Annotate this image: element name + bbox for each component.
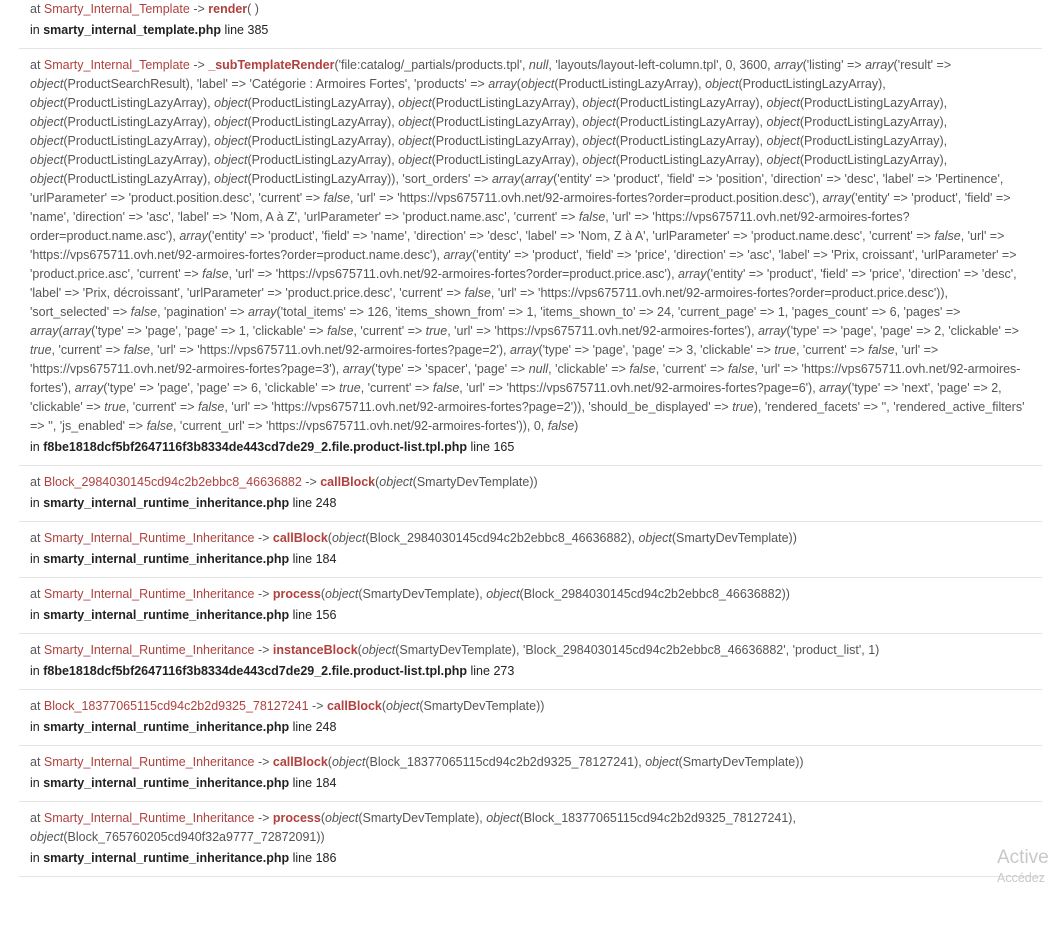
arg-text: ('entity' => 'product', 'field' => 'position', 'direction' => 'desc', 'label' => 'Pertinence', 'urlParameter' => 'product.position.desc', 'current' => bbox=[30, 172, 1004, 205]
arg-type-keyword: false bbox=[432, 381, 460, 395]
arg-text: ('total_items' => 126, 'items_shown_from' => 1, 'items_shown_to' => 24, 'current_page' => 1, 'pages_count' => 6, 'pages' => bbox=[276, 305, 961, 319]
class-name[interactable]: Smarty_Internal_Template bbox=[43, 58, 190, 72]
trace-frame bbox=[19, 0, 1042, 49]
arg-text: (Block_2984030145cd94c2b2ebbc8_46636882), bbox=[365, 531, 639, 545]
arg-type-keyword: object bbox=[766, 134, 800, 148]
arg-text: , 'url' => 'https://vps675711.ovh.net/92-armoires-fortes?page=2')), 'should_be_displayed' => bbox=[224, 400, 733, 414]
in-label: in bbox=[30, 608, 40, 622]
class-name[interactable]: Smarty_Internal_Runtime_Inheritance bbox=[43, 811, 255, 825]
arg-type-keyword: false bbox=[464, 286, 491, 300]
arg-text: ('type' => 'page', 'page' => 6, 'clickable' => bbox=[103, 381, 340, 395]
line-number: 248 bbox=[315, 720, 337, 734]
at-label: at bbox=[30, 699, 41, 713]
arg-text: (ProductListingLazyArray), bbox=[431, 134, 583, 148]
frame-location bbox=[30, 21, 1030, 40]
arg-type-keyword: object bbox=[582, 153, 616, 167]
arg-type-keyword: array bbox=[74, 381, 104, 395]
function-arguments bbox=[358, 643, 880, 657]
arg-type-keyword: false bbox=[868, 343, 895, 357]
arg-text: ( bbox=[520, 172, 525, 186]
arg-type-keyword: object bbox=[766, 96, 800, 110]
in-label: in bbox=[30, 440, 40, 454]
arg-type-keyword: object bbox=[30, 153, 64, 167]
frame-call bbox=[30, 809, 1030, 847]
arg-text: ( bbox=[320, 811, 326, 825]
arg-type-keyword: object bbox=[331, 755, 366, 769]
arg-type-keyword: object bbox=[638, 531, 672, 545]
arg-type-keyword: object bbox=[582, 115, 616, 129]
arg-text: ('result' => bbox=[893, 58, 952, 72]
arg-type-keyword: object bbox=[30, 172, 64, 186]
in-label: in bbox=[30, 23, 40, 37]
arg-text: , 'url' => 'https://vps675711.ovh.net/92-armoires-fortes?page=6'), bbox=[459, 381, 820, 395]
arg-text: (ProductListingLazyArray), bbox=[431, 115, 583, 129]
arg-type-keyword: array bbox=[342, 362, 372, 376]
arg-text: ( bbox=[516, 77, 521, 91]
arg-text: (ProductListingLazyArray), bbox=[799, 153, 948, 167]
arg-text: ('type' => 'next', 'page' => 2, 'clickable' => bbox=[30, 381, 1002, 414]
line-number: 385 bbox=[247, 23, 269, 37]
windows-activation-watermark bbox=[997, 846, 1049, 886]
arrow-operator: -> bbox=[257, 643, 270, 657]
arg-text: ( bbox=[58, 324, 63, 338]
arg-text: (SmartyDevTemplate)) bbox=[419, 699, 545, 713]
in-label: in bbox=[30, 664, 40, 678]
arg-text: (SmartyDevTemplate)) bbox=[678, 755, 804, 769]
arg-text: , 'current' => bbox=[655, 362, 728, 376]
class-name[interactable]: Smarty_Internal_Runtime_Inheritance bbox=[43, 587, 255, 601]
arrow-operator: -> bbox=[257, 755, 270, 769]
frame-call bbox=[30, 529, 1030, 548]
arg-text: (Block_18377065115cd94c2b2d9325_78127241), bbox=[365, 755, 646, 769]
arg-type-keyword: false bbox=[146, 419, 173, 433]
trace-frame bbox=[19, 802, 1042, 877]
arg-text: (ProductListingLazyArray)), 'sort_orders' => bbox=[247, 172, 492, 186]
trace-frame bbox=[19, 578, 1042, 634]
arg-type-keyword: object bbox=[361, 643, 396, 657]
arg-type-keyword: array bbox=[758, 324, 787, 338]
arg-type-keyword: array bbox=[774, 58, 803, 72]
arg-text: (SmartyDevTemplate)) bbox=[671, 531, 797, 545]
arg-text: ( bbox=[320, 587, 326, 601]
arg-type-keyword: false bbox=[202, 267, 229, 281]
arg-text: (SmartyDevTemplate)) bbox=[412, 475, 538, 489]
arg-text: (ProductListingLazyArray), bbox=[431, 96, 583, 110]
file-name: f8be1818dcf5bf2647116f3b8334de443cd7de29_2.file.product-list.tpl.php bbox=[43, 440, 468, 454]
arg-text: ('listing' => bbox=[802, 58, 866, 72]
class-name[interactable]: Block_2984030145cd94c2b2ebbc8_46636882 bbox=[43, 475, 302, 489]
frame-call bbox=[30, 641, 1030, 660]
arrow-operator: -> bbox=[312, 699, 324, 713]
line-label: line bbox=[470, 440, 490, 454]
arg-type-keyword: false bbox=[123, 343, 151, 357]
arg-type-keyword: array bbox=[30, 324, 59, 338]
at-label: at bbox=[30, 587, 41, 601]
at-label: at bbox=[30, 755, 41, 769]
line-label: line bbox=[224, 23, 245, 37]
frame-location bbox=[30, 662, 1030, 681]
file-name: f8be1818dcf5bf2647116f3b8334de443cd7de29_2.file.product-list.tpl.php bbox=[43, 664, 468, 678]
file-name: smarty_internal_runtime_inheritance.php bbox=[43, 851, 290, 865]
arg-type-keyword: object bbox=[214, 134, 248, 148]
trace-frame bbox=[19, 466, 1042, 522]
in-label: in bbox=[30, 552, 40, 566]
arg-text: , 'current' => bbox=[125, 400, 198, 414]
arg-type-keyword: null bbox=[528, 362, 549, 376]
at-label: at bbox=[30, 2, 41, 16]
arrow-operator: -> bbox=[257, 587, 270, 601]
arg-type-keyword: false bbox=[727, 362, 755, 376]
arg-text: ('entity' => 'product', 'field' => 'name', 'direction' => 'desc', 'label' => 'Nom, Z à A', 'urlParameter' => 'product.name.desc', 'current' => bbox=[207, 229, 935, 243]
arg-type-keyword: object bbox=[486, 587, 520, 601]
function-arguments bbox=[30, 58, 1024, 433]
arrow-operator: -> bbox=[193, 2, 205, 16]
class-name[interactable]: Block_18377065115cd94c2b2d9325_78127241 bbox=[43, 699, 309, 713]
arg-text: ( bbox=[327, 531, 332, 545]
arrow-operator: -> bbox=[257, 531, 270, 545]
arg-type-keyword: array bbox=[248, 305, 277, 319]
arg-text: (ProductListingLazyArray), bbox=[63, 153, 215, 167]
line-label: line bbox=[292, 608, 313, 622]
function-arguments bbox=[328, 531, 797, 545]
class-name[interactable]: Smarty_Internal_Runtime_Inheritance bbox=[43, 643, 255, 657]
arg-text: , 'url' => 'https://vps675711.ovh.net/92-armoires-fortes?order=product.name.desc'), bbox=[30, 229, 1005, 262]
arg-text: ( ) bbox=[247, 2, 259, 16]
frame-location bbox=[30, 494, 1030, 513]
arg-type-keyword: object bbox=[766, 115, 800, 129]
in-label: in bbox=[30, 720, 40, 734]
arg-text: ('type' => 'page', 'page' => 3, 'clickable' => bbox=[538, 343, 775, 357]
arg-type-keyword: false bbox=[327, 324, 354, 338]
frame-call bbox=[30, 697, 1030, 716]
arg-text: (ProductListingLazyArray), bbox=[63, 115, 215, 129]
at-label: at bbox=[30, 811, 41, 825]
arg-text: ) bbox=[574, 419, 579, 433]
arg-type-keyword: array bbox=[510, 343, 539, 357]
line-label: line bbox=[292, 552, 313, 566]
arrow-operator: -> bbox=[305, 475, 317, 489]
arg-type-keyword: object bbox=[386, 699, 420, 713]
arg-text: (ProductListingLazyArray), bbox=[247, 96, 399, 110]
line-number: 184 bbox=[315, 552, 337, 566]
arg-type-keyword: true bbox=[339, 381, 361, 395]
frame-location bbox=[30, 849, 1030, 868]
arg-text: (ProductListingLazyArray), bbox=[554, 77, 706, 91]
arg-type-keyword: true bbox=[774, 343, 796, 357]
arg-text: ('entity' => 'product', 'field' => 'price', 'direction' => 'asc', 'label' => 'Prix, croissant', 'urlParameter' => 'product.price.asc', 'current' => bbox=[30, 248, 1017, 281]
arg-type-keyword: array bbox=[819, 381, 848, 395]
arg-type-keyword: object bbox=[30, 115, 64, 129]
arg-type-keyword: object bbox=[398, 115, 432, 129]
arg-text: ( bbox=[381, 699, 387, 713]
arg-type-keyword: object bbox=[325, 811, 359, 825]
arg-text: , 'current' => bbox=[353, 324, 426, 338]
function-name: render bbox=[208, 2, 248, 16]
arg-text: , 'current' => bbox=[360, 381, 433, 395]
function-arguments bbox=[375, 475, 538, 489]
arg-text: , 'url' => 'https://vps675711.ovh.net/92-armoires-fortes?page=2'), bbox=[150, 343, 510, 357]
arg-text: (Block_765760205cd940f32a9777_72872091)) bbox=[63, 830, 325, 844]
arg-type-keyword: array bbox=[488, 77, 517, 91]
arg-text: (SmartyDevTemplate), bbox=[358, 587, 487, 601]
frame-location bbox=[30, 774, 1030, 793]
arg-type-keyword: object bbox=[486, 811, 520, 825]
arg-text: (ProductListingLazyArray), bbox=[799, 115, 948, 129]
arg-text: ('entity' => 'product', 'field' => 'price', 'direction' => 'desc', 'label' => 'Prix, décroissant', 'urlParameter' => 'product.price.desc', 'current' => bbox=[30, 267, 1017, 300]
line-number: 156 bbox=[315, 608, 337, 622]
function-name: callBlock bbox=[272, 755, 328, 769]
line-label: line bbox=[470, 664, 490, 678]
class-name[interactable]: Smarty_Internal_Template bbox=[43, 2, 190, 16]
arg-type-keyword: array bbox=[491, 172, 521, 186]
arg-type-keyword: array bbox=[678, 267, 707, 281]
arg-type-keyword: array bbox=[524, 172, 554, 186]
function-arguments bbox=[382, 699, 545, 713]
arg-type-keyword: false bbox=[323, 191, 351, 205]
file-name: smarty_internal_runtime_inheritance.php bbox=[43, 776, 290, 790]
arg-text: ), 'rendered_facets' => '', 'rendered_active_filters' => '', 'js_enabled' => bbox=[30, 400, 1025, 433]
frame-location bbox=[30, 718, 1030, 737]
frame-call bbox=[30, 753, 1030, 772]
arrow-operator: -> bbox=[257, 811, 270, 825]
function-name: callBlock bbox=[326, 699, 382, 713]
trace-frame bbox=[19, 634, 1042, 690]
file-name: smarty_internal_runtime_inheritance.php bbox=[43, 496, 290, 510]
arg-text: (ProductListingLazyArray), bbox=[247, 115, 399, 129]
line-label: line bbox=[292, 776, 313, 790]
arg-text: ('file:catalog/_partials/products.tpl', bbox=[334, 58, 529, 72]
arg-text: (ProductListingLazyArray), bbox=[247, 153, 399, 167]
arg-type-keyword: object bbox=[331, 531, 366, 545]
in-label: in bbox=[30, 851, 40, 865]
at-label: at bbox=[30, 643, 41, 657]
arg-text: (ProductListingLazyArray), bbox=[799, 96, 948, 110]
arrow-operator: -> bbox=[193, 58, 205, 72]
arg-text: ( bbox=[327, 755, 332, 769]
line-label: line bbox=[292, 720, 313, 734]
at-label: at bbox=[30, 58, 41, 72]
arg-text: , 'url' => 'https://vps675711.ovh.net/92-armoires-fortes?page=3'), bbox=[30, 343, 939, 376]
arg-type-keyword: array bbox=[865, 58, 894, 72]
function-arguments bbox=[328, 755, 804, 769]
arg-text: (Block_18377065115cd94c2b2d9325_78127241), bbox=[519, 811, 796, 825]
arg-type-keyword: true bbox=[425, 324, 448, 338]
arg-type-keyword: array bbox=[443, 248, 472, 262]
arg-text: , 'url' => 'https://vps675711.ovh.net/92-armoires-fortes?order=product.price.asc'), bbox=[228, 267, 679, 281]
arg-text: , 'url' => 'https://vps675711.ovh.net/92-armoires-fortes?order=product.position.desc'), bbox=[350, 191, 823, 205]
arg-text: , 'url' => 'https://vps675711.ovh.net/92-armoires-fortes?order=product.name.asc'), bbox=[30, 210, 910, 243]
arg-type-keyword: false bbox=[130, 305, 158, 319]
arg-type-keyword: true bbox=[732, 400, 754, 414]
frame-location bbox=[30, 606, 1030, 625]
arg-text: (ProductListingLazyArray), bbox=[738, 77, 886, 91]
trace-frame bbox=[19, 522, 1042, 578]
arg-type-keyword: object bbox=[645, 755, 679, 769]
arg-type-keyword: object bbox=[398, 134, 432, 148]
trace-frame bbox=[19, 746, 1042, 802]
arg-type-keyword: object bbox=[582, 96, 616, 110]
function-arguments bbox=[247, 2, 259, 16]
arg-text: , 'current' => bbox=[51, 343, 124, 357]
arg-text: , 'pagination' => bbox=[157, 305, 249, 319]
arg-type-keyword: object bbox=[520, 77, 555, 91]
arg-type-keyword: array bbox=[62, 324, 92, 338]
arg-text: , 'url' => 'https://vps675711.ovh.net/92-armoires-fortes?order=product.price.desc')), 'sort_selected' => bbox=[30, 286, 949, 319]
arg-type-keyword: object bbox=[398, 153, 432, 167]
arg-type-keyword: object bbox=[30, 830, 64, 844]
arg-text: (ProductListingLazyArray), bbox=[431, 153, 583, 167]
arg-type-keyword: false bbox=[934, 229, 961, 243]
watermark-line-2: Accédez bbox=[997, 871, 1045, 885]
trace-frame bbox=[19, 49, 1042, 466]
function-name: _subTemplateRender bbox=[208, 58, 335, 72]
arg-type-keyword: object bbox=[398, 96, 432, 110]
arg-type-keyword: array bbox=[179, 229, 208, 243]
line-number: 273 bbox=[493, 664, 515, 678]
arg-type-keyword: true bbox=[104, 400, 126, 414]
arg-text: , 'url' => 'https://vps675711.ovh.net/92-armoires-fortes'), bbox=[447, 324, 759, 338]
arg-text: ( bbox=[357, 643, 362, 657]
arg-text: (ProductListingLazyArray), bbox=[615, 134, 767, 148]
function-name: process bbox=[272, 811, 321, 825]
in-label: in bbox=[30, 776, 40, 790]
frame-call bbox=[30, 585, 1030, 604]
arg-text: (Block_2984030145cd94c2b2ebbc8_46636882)) bbox=[519, 587, 790, 601]
frame-location bbox=[30, 550, 1030, 569]
arg-type-keyword: object bbox=[325, 587, 359, 601]
frame-call bbox=[30, 56, 1030, 436]
arg-type-keyword: object bbox=[705, 77, 739, 91]
arg-text: ('type' => 'page', 'page' => 1, 'clickable' => bbox=[91, 324, 328, 338]
frame-call bbox=[30, 473, 1030, 492]
at-label: at bbox=[30, 531, 41, 545]
frame-location bbox=[30, 438, 1030, 457]
arg-text: (SmartyDevTemplate), 'Block_2984030145cd94c2b2ebbc8_46636882', 'product_list', 1) bbox=[395, 643, 880, 657]
arg-type-keyword: object bbox=[379, 475, 413, 489]
frame-call bbox=[30, 0, 1030, 19]
arg-text: (ProductListingLazyArray), bbox=[63, 134, 215, 148]
arg-text: , 'layouts/layout-left-column.tpl', 0, 3600, bbox=[548, 58, 775, 72]
line-label: line bbox=[292, 851, 313, 865]
arg-type-keyword: object bbox=[30, 134, 64, 148]
arg-text: , 'clickable' => bbox=[548, 362, 630, 376]
arg-text: (SmartyDevTemplate), bbox=[358, 811, 487, 825]
arg-text: ('type' => 'page', 'page' => 2, 'clickable' => bbox=[786, 324, 1019, 338]
trace-frame bbox=[19, 690, 1042, 746]
arg-type-keyword: object bbox=[766, 153, 800, 167]
line-label: line bbox=[292, 496, 313, 510]
arg-type-keyword: object bbox=[214, 115, 248, 129]
class-name[interactable]: Smarty_Internal_Runtime_Inheritance bbox=[43, 755, 255, 769]
arg-type-keyword: false bbox=[547, 419, 575, 433]
function-arguments bbox=[321, 587, 790, 601]
arg-text: (ProductListingLazyArray), bbox=[615, 96, 767, 110]
arg-text: , 'url' => 'https://vps675711.ovh.net/92-armoires-fortes'), bbox=[30, 362, 1021, 395]
arg-type-keyword: object bbox=[30, 77, 64, 91]
watermark-line-1: Active bbox=[997, 847, 1049, 868]
arg-text: (ProductListingLazyArray), bbox=[63, 172, 215, 186]
arg-type-keyword: null bbox=[528, 58, 549, 72]
arg-type-keyword: array bbox=[822, 191, 851, 205]
function-name: instanceBlock bbox=[272, 643, 358, 657]
arg-type-keyword: object bbox=[30, 96, 64, 110]
arg-text: , 'current' => bbox=[795, 343, 869, 357]
arg-type-keyword: false bbox=[197, 400, 225, 414]
file-name: smarty_internal_template.php bbox=[43, 23, 222, 37]
line-number: 165 bbox=[493, 440, 515, 454]
file-name: smarty_internal_runtime_inheritance.php bbox=[43, 552, 290, 566]
stack-trace bbox=[19, 0, 1042, 877]
arg-text: (ProductListingLazyArray), bbox=[615, 115, 767, 129]
line-number: 186 bbox=[315, 851, 337, 865]
arg-text: ( bbox=[375, 475, 380, 489]
arg-text: (ProductListingLazyArray), bbox=[799, 134, 948, 148]
arg-text: (ProductListingLazyArray), bbox=[615, 153, 767, 167]
arg-text: (ProductListingLazyArray), bbox=[63, 96, 215, 110]
line-number: 184 bbox=[315, 776, 337, 790]
arg-type-keyword: object bbox=[582, 134, 616, 148]
arg-text: , 'current_url' => 'https://vps675711.ovh.net/92-armoires-fortes')), 0, bbox=[172, 419, 548, 433]
function-name: process bbox=[272, 587, 321, 601]
arg-type-keyword: object bbox=[214, 172, 248, 186]
line-number: 248 bbox=[315, 496, 337, 510]
file-name: smarty_internal_runtime_inheritance.php bbox=[43, 608, 290, 622]
class-name[interactable]: Smarty_Internal_Runtime_Inheritance bbox=[43, 531, 255, 545]
function-name: callBlock bbox=[272, 531, 328, 545]
arg-type-keyword: true bbox=[30, 343, 52, 357]
arg-type-keyword: object bbox=[214, 96, 248, 110]
arg-text: (ProductListingLazyArray), bbox=[247, 134, 399, 148]
function-name: callBlock bbox=[320, 475, 376, 489]
arg-text: (ProductSearchResult), 'label' => 'Catégorie : Armoires Fortes', 'products' => bbox=[63, 77, 489, 91]
arg-type-keyword: object bbox=[214, 153, 248, 167]
at-label: at bbox=[30, 475, 41, 489]
arg-type-keyword: false bbox=[578, 210, 606, 224]
file-name: smarty_internal_runtime_inheritance.php bbox=[43, 720, 290, 734]
arg-type-keyword: false bbox=[629, 362, 656, 376]
arg-text: ('entity' => 'product', 'field' => 'name', 'direction' => 'asc', 'label' => 'Nom, A à Z', 'urlParameter' => 'product.name.asc', 'current' => bbox=[30, 191, 1011, 224]
in-label: in bbox=[30, 496, 40, 510]
arg-text: ('type' => 'spacer', 'page' => bbox=[371, 362, 529, 376]
